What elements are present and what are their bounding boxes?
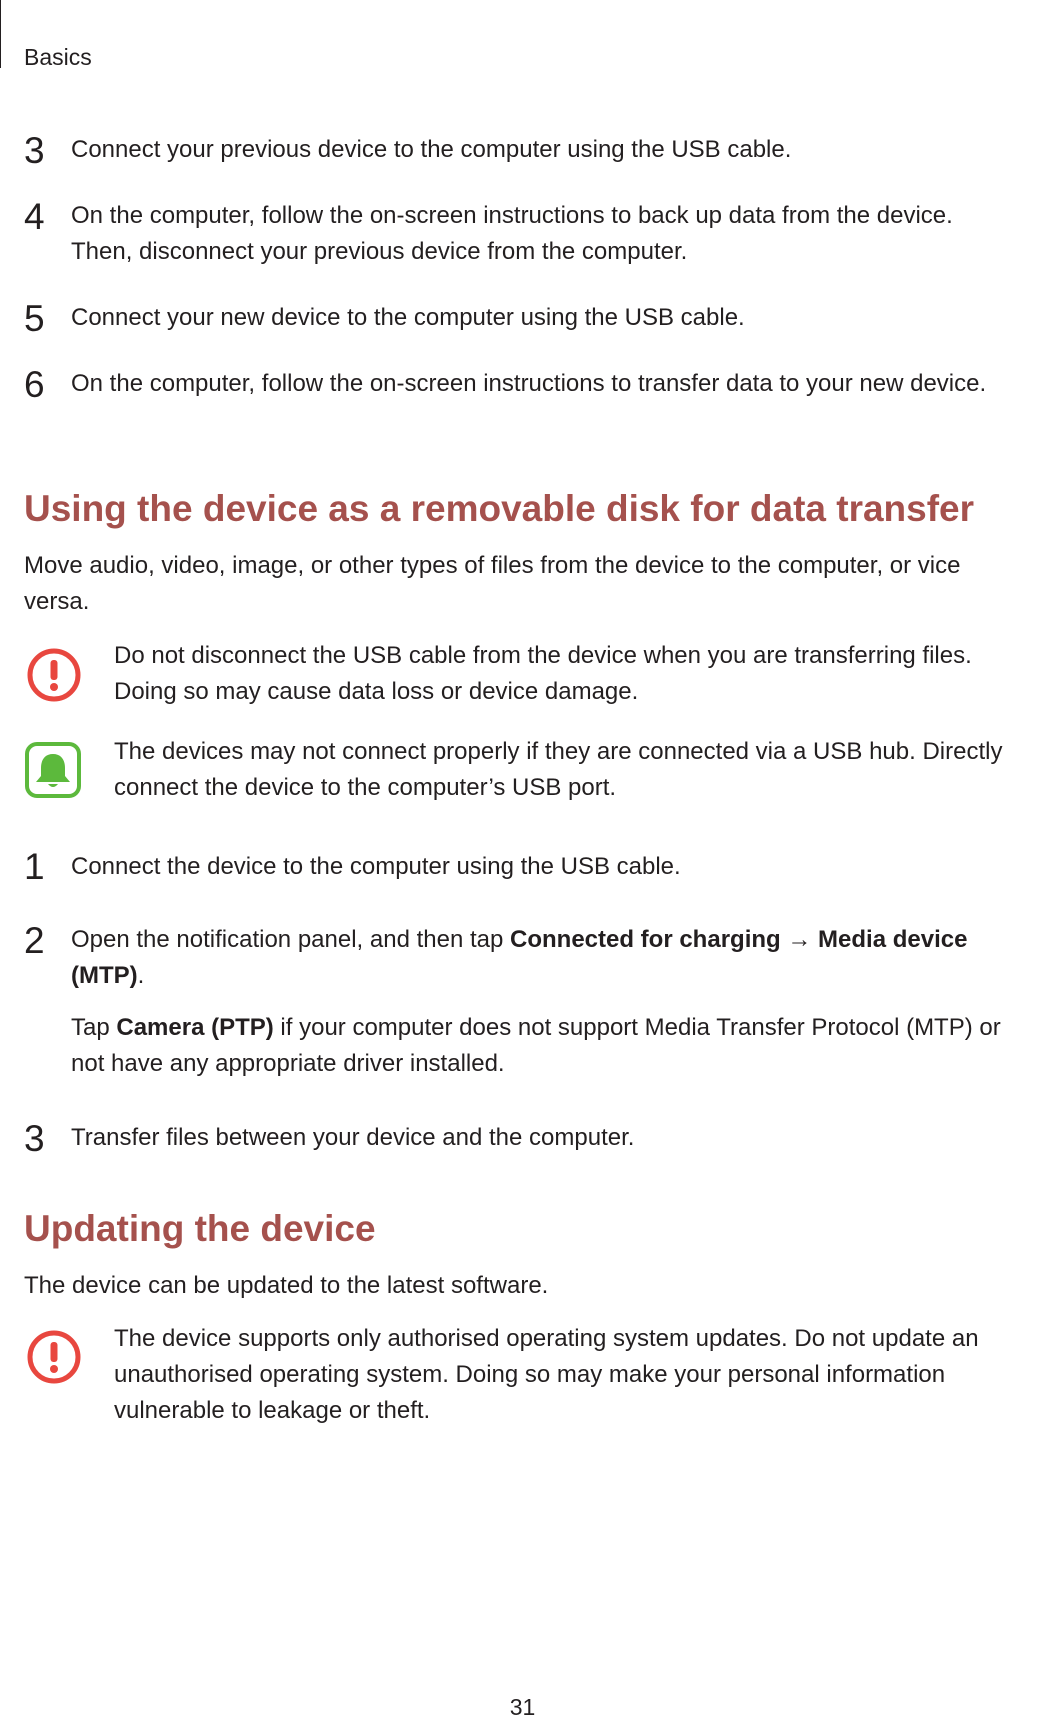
step-text — [71, 922, 1041, 994]
menu-item-connected-for-charging: Connected for charging — [510, 926, 781, 953]
exclamation-icon — [26, 647, 82, 703]
note-text — [114, 734, 1044, 806]
section-heading-removable-disk: Using the device as a removable disk for data transfer — [24, 488, 975, 529]
caution-line: Do not disconnect the USB cable from the device when you are transferring files. — [114, 642, 972, 669]
step-line: Connect your previous device to the computer using the USB cable. — [71, 136, 792, 163]
exclamation-icon — [26, 1329, 82, 1385]
step-line: Then, disconnect your previous device from the computer. — [71, 238, 688, 265]
section-intro: The device can be updated to the latest software. — [24, 1272, 549, 1299]
step-text: Transfer files between your device and the computer. — [71, 1124, 635, 1151]
step-number: 3 — [24, 130, 45, 171]
intro-line: versa. — [24, 588, 90, 615]
caution-line: Doing so may cause data loss or device damage. — [114, 678, 639, 705]
step-number: 1 — [24, 846, 45, 887]
section-title: Basics — [24, 44, 92, 70]
step-number: 5 — [24, 298, 45, 339]
caution-line: unauthorised operating system. Doing so may make your personal information — [114, 1361, 946, 1388]
caution-line: The device supports only authorised operating system updates. Do not update an — [114, 1325, 979, 1352]
step-number: 6 — [24, 364, 45, 405]
step-text — [71, 198, 1041, 270]
step-line: Tap Camera (PTP) if your computer does not support Media Transfer Protocol (MTP) or — [71, 1014, 1001, 1041]
bell-icon — [25, 742, 81, 798]
note-line: connect the device to the computer’s USB port. — [114, 774, 617, 801]
header-rule — [0, 0, 1, 68]
step-number: 3 — [24, 1118, 45, 1159]
menu-item-mtp: (MTP) — [71, 962, 138, 989]
page-number: 31 — [509, 1694, 536, 1720]
caution-text — [114, 638, 1044, 710]
step-line: not have any appropriate driver installed. — [71, 1050, 505, 1077]
step-text: Connect the device to the computer using the USB cable. — [71, 853, 681, 880]
step-line: On the computer, follow the on-screen instructions to transfer data to your new device. — [71, 370, 987, 397]
section-intro — [24, 548, 1034, 620]
note-line: The devices may not connect properly if they are connected via a USB hub. Directly — [114, 738, 1003, 765]
step-line: (MTP). — [71, 962, 145, 989]
menu-item-media-device: Media device — [818, 926, 968, 953]
step-line: Connect your new device to the computer using the USB cable. — [71, 304, 745, 331]
step-number: 4 — [24, 196, 45, 237]
menu-item-camera-ptp: Camera (PTP) — [116, 1014, 274, 1041]
intro-line: Move audio, video, image, or other types of files from the device to the computer, or vice — [24, 552, 961, 579]
step-line: Open the notification panel, and then tap Connected for charging → Media device — [71, 926, 968, 953]
step-text — [71, 366, 1041, 402]
caution-line: vulnerable to leakage or theft. — [114, 1397, 431, 1424]
step-subtext — [71, 1010, 1041, 1082]
section-heading-updating: Updating the device — [24, 1208, 376, 1249]
caution-text — [114, 1321, 1044, 1429]
step-text — [71, 132, 1041, 168]
step-text — [71, 300, 1041, 336]
step-number: 2 — [24, 920, 45, 961]
step-line: On the computer, follow the on-screen instructions to back up data from the device. — [71, 202, 953, 229]
